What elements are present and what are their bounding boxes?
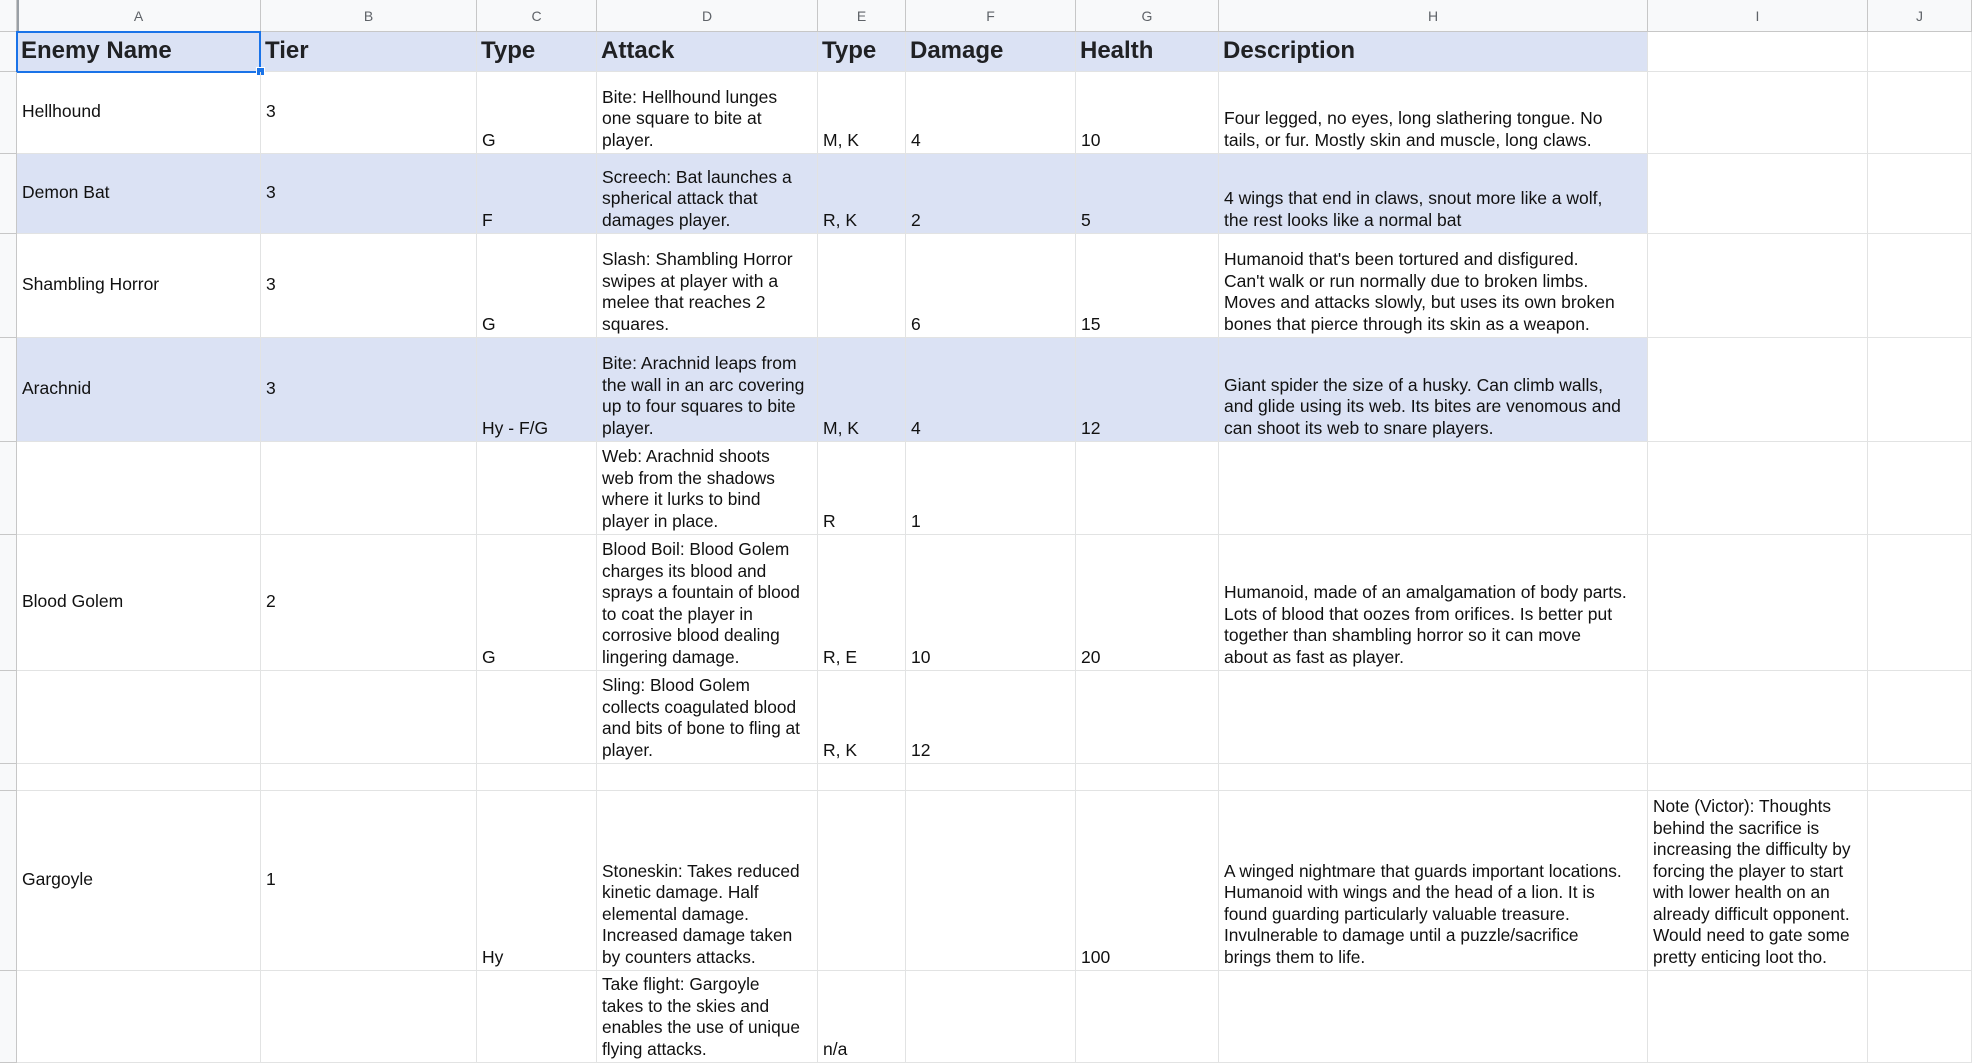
cell-type[interactable]	[477, 671, 597, 764]
cell-description[interactable]: Humanoid that's been tortured and disfigured. Can't walk or run normally due to broken limbs. Moves and attacks slowly, but uses its own broken bones that pierce through its skin as a weapon.	[1219, 234, 1648, 338]
cell-note[interactable]	[1648, 971, 1868, 1063]
header-damage[interactable]: Damage	[906, 32, 1076, 72]
cell-damage[interactable]: 2	[906, 154, 1076, 234]
cell-attack-type[interactable]	[818, 234, 906, 338]
header-type[interactable]: Type	[477, 32, 597, 72]
cell-type[interactable]	[477, 971, 597, 1063]
row-header[interactable]	[0, 72, 17, 154]
cell-attack-type[interactable]: M, K	[818, 338, 906, 442]
cell-note[interactable]	[1648, 234, 1868, 338]
cell-damage[interactable]: 1	[906, 442, 1076, 535]
cell-empty[interactable]	[1868, 72, 1972, 154]
row-header[interactable]	[0, 338, 17, 442]
cell-note[interactable]	[1648, 338, 1868, 442]
cell-attack[interactable]: Bite: Arachnid leaps from the wall in an arc covering up to four squares to bite player.	[597, 338, 818, 442]
cell-description[interactable]	[1219, 764, 1648, 791]
cell-note[interactable]	[1648, 535, 1868, 671]
cell-enemy-name[interactable]: Hellhound	[17, 72, 261, 154]
cell-tier[interactable]: 3	[261, 234, 477, 338]
cell-health[interactable]	[1076, 971, 1219, 1063]
frozen-divider	[17, 0, 19, 32]
cell-empty[interactable]	[1868, 971, 1972, 1063]
cell-description[interactable]: 4 wings that end in claws, snout more like a wolf, the rest looks like a normal bat	[1219, 154, 1648, 234]
cell-empty[interactable]	[1868, 32, 1972, 72]
cell-damage[interactable]	[906, 791, 1076, 971]
cell-description[interactable]: Giant spider the size of a husky. Can climb walls, and glide using its web. Its bites are venomous and can shoot its web to snare players.	[1219, 338, 1648, 442]
row-header[interactable]	[0, 971, 17, 1063]
cell-tier[interactable]	[261, 671, 477, 764]
cell-enemy-name[interactable]: Blood Golem	[17, 535, 261, 671]
header-enemy-name[interactable]: Enemy Name	[17, 32, 261, 72]
cell-empty[interactable]	[1868, 154, 1972, 234]
header-description[interactable]: Description	[1219, 32, 1648, 72]
cell-tier[interactable]: 2	[261, 535, 477, 671]
cell-type[interactable]: G	[477, 234, 597, 338]
cell-empty[interactable]	[1868, 791, 1972, 971]
cell-health[interactable]	[1076, 764, 1219, 791]
cell-attack-type[interactable]: M, K	[818, 72, 906, 154]
cell-empty[interactable]	[1868, 671, 1972, 764]
cell-attack-type[interactable]	[818, 764, 906, 791]
cell-description[interactable]	[1219, 442, 1648, 535]
cell-note[interactable]	[1648, 671, 1868, 764]
cell-damage[interactable]: 4	[906, 72, 1076, 154]
cell-enemy-name[interactable]	[17, 671, 261, 764]
row-header[interactable]	[0, 234, 17, 338]
column-header-i[interactable]: I	[1648, 0, 1868, 32]
cell-enemy-name[interactable]	[17, 764, 261, 791]
cell-attack[interactable]	[597, 764, 818, 791]
cell-enemy-name[interactable]: Demon Bat	[17, 154, 261, 234]
cell-type[interactable]: Hy	[477, 791, 597, 971]
cell-tier[interactable]	[261, 971, 477, 1063]
row-header[interactable]	[0, 32, 17, 72]
cell-attack[interactable]: Blood Boil: Blood Golem charges its blood and sprays a fountain of blood to coat the player in corrosive blood dealing lingering damage.	[597, 535, 818, 671]
header-tier[interactable]: Tier	[261, 32, 477, 72]
cell-attack[interactable]: Web: Arachnid shoots web from the shadows where it lurks to bind player in place.	[597, 442, 818, 535]
cell-enemy-name[interactable]: Shambling Horror	[17, 234, 261, 338]
cell-note[interactable]	[1648, 154, 1868, 234]
row-header[interactable]	[0, 442, 17, 535]
cell-damage[interactable]: 4	[906, 338, 1076, 442]
cell-attack[interactable]: Stoneskin: Takes reduced kinetic damage. Half elemental damage. Increased damage taken by counters attacks.	[597, 791, 818, 971]
cell-tier[interactable]	[261, 764, 477, 791]
cell-empty[interactable]	[1648, 32, 1868, 72]
cell-damage[interactable]	[906, 764, 1076, 791]
select-all-corner[interactable]	[0, 0, 17, 32]
column-header-j[interactable]: J	[1868, 0, 1972, 32]
cell-tier[interactable]: 3	[261, 338, 477, 442]
cell-type[interactable]	[477, 442, 597, 535]
header-attack[interactable]: Attack	[597, 32, 818, 72]
column-header-c[interactable]: C	[477, 0, 597, 32]
cell-tier[interactable]: 1	[261, 791, 477, 971]
row-header[interactable]	[0, 791, 17, 971]
cell-attack-type[interactable]: R, E	[818, 535, 906, 671]
cell-type[interactable]: G	[477, 72, 597, 154]
cell-note[interactable]: Note (Victor): Thoughts behind the sacrifice is increasing the difficulty by forcing the player to start with lower health on an already difficult opponent. Would need to gate some pretty enticing loot tho.	[1648, 791, 1868, 971]
cell-type[interactable]	[477, 764, 597, 791]
cell-description[interactable]: Four legged, no eyes, long slathering tongue. No tails, or fur. Mostly skin and muscle, long claws.	[1219, 72, 1648, 154]
cell-health[interactable]: 15	[1076, 234, 1219, 338]
cell-empty[interactable]	[1868, 338, 1972, 442]
cell-enemy-name[interactable]	[17, 442, 261, 535]
cell-health[interactable]: 12	[1076, 338, 1219, 442]
cell-type[interactable]: Hy - F/G	[477, 338, 597, 442]
cell-attack-type[interactable]: R, K	[818, 154, 906, 234]
cell-type[interactable]: F	[477, 154, 597, 234]
cell-health[interactable]	[1076, 442, 1219, 535]
cell-attack[interactable]: Screech: Bat launches a spherical attack that damages player.	[597, 154, 818, 234]
column-header-g[interactable]: G	[1076, 0, 1219, 32]
cell-description[interactable]	[1219, 971, 1648, 1063]
cell-empty[interactable]	[1868, 234, 1972, 338]
column-header-h[interactable]: H	[1219, 0, 1648, 32]
cell-enemy-name[interactable]: Arachnid	[17, 338, 261, 442]
cell-damage[interactable]: 10	[906, 535, 1076, 671]
cell-health[interactable]: 5	[1076, 154, 1219, 234]
cell-description[interactable]: Humanoid, made of an amalgamation of body parts. Lots of blood that oozes from orifices. Is better put together than shambling horror so it can move about as fast as player.	[1219, 535, 1648, 671]
column-header-a[interactable]: A	[17, 0, 261, 32]
row-header[interactable]	[0, 535, 17, 671]
cell-type[interactable]: G	[477, 535, 597, 671]
cell-description[interactable]: A winged nightmare that guards important locations. Humanoid with wings and the head of a lion. It is found guarding particularly valuable treasure. Invulnerable to damage until a puzzle/sacrifice brings them to life.	[1219, 791, 1648, 971]
cell-damage[interactable]: 12	[906, 671, 1076, 764]
cell-note[interactable]	[1648, 764, 1868, 791]
cell-empty[interactable]	[1868, 535, 1972, 671]
cell-note[interactable]	[1648, 72, 1868, 154]
header-attack-type[interactable]: Type	[818, 32, 906, 72]
cell-attack-type[interactable]: R, K	[818, 671, 906, 764]
cell-health[interactable]: 10	[1076, 72, 1219, 154]
cell-attack[interactable]: Bite: Hellhound lunges one square to bite at player.	[597, 72, 818, 154]
cell-health[interactable]: 20	[1076, 535, 1219, 671]
cell-attack[interactable]: Slash: Shambling Horror swipes at player with a melee that reaches 2 squares.	[597, 234, 818, 338]
cell-tier[interactable]: 3	[261, 72, 477, 154]
column-header-e[interactable]: E	[818, 0, 906, 32]
cell-empty[interactable]	[1868, 442, 1972, 535]
cell-tier[interactable]	[261, 442, 477, 535]
cell-damage[interactable]	[906, 971, 1076, 1063]
row-header[interactable]	[0, 154, 17, 234]
cell-enemy-name[interactable]: Gargoyle	[17, 791, 261, 971]
cell-tier[interactable]: 3	[261, 154, 477, 234]
cell-attack[interactable]: Sling: Blood Golem collects coagulated blood and bits of bone to fling at player.	[597, 671, 818, 764]
cell-note[interactable]	[1648, 442, 1868, 535]
column-header-f[interactable]: F	[906, 0, 1076, 32]
cell-empty[interactable]	[1868, 764, 1972, 791]
cell-enemy-name[interactable]	[17, 971, 261, 1063]
cell-health[interactable]	[1076, 671, 1219, 764]
cell-attack-type[interactable]: n/a	[818, 971, 906, 1063]
row-header[interactable]	[0, 671, 17, 764]
cell-attack-type[interactable]: R	[818, 442, 906, 535]
cell-damage[interactable]: 6	[906, 234, 1076, 338]
column-header-d[interactable]: D	[597, 0, 818, 32]
row-header[interactable]	[0, 764, 17, 791]
column-header-b[interactable]: B	[261, 0, 477, 32]
header-health[interactable]: Health	[1076, 32, 1219, 72]
cell-description[interactable]	[1219, 671, 1648, 764]
cell-health[interactable]: 100	[1076, 791, 1219, 971]
cell-attack[interactable]: Take flight: Gargoyle takes to the skies and enables the use of unique flying attacks.	[597, 971, 818, 1063]
cell-attack-type[interactable]	[818, 791, 906, 971]
